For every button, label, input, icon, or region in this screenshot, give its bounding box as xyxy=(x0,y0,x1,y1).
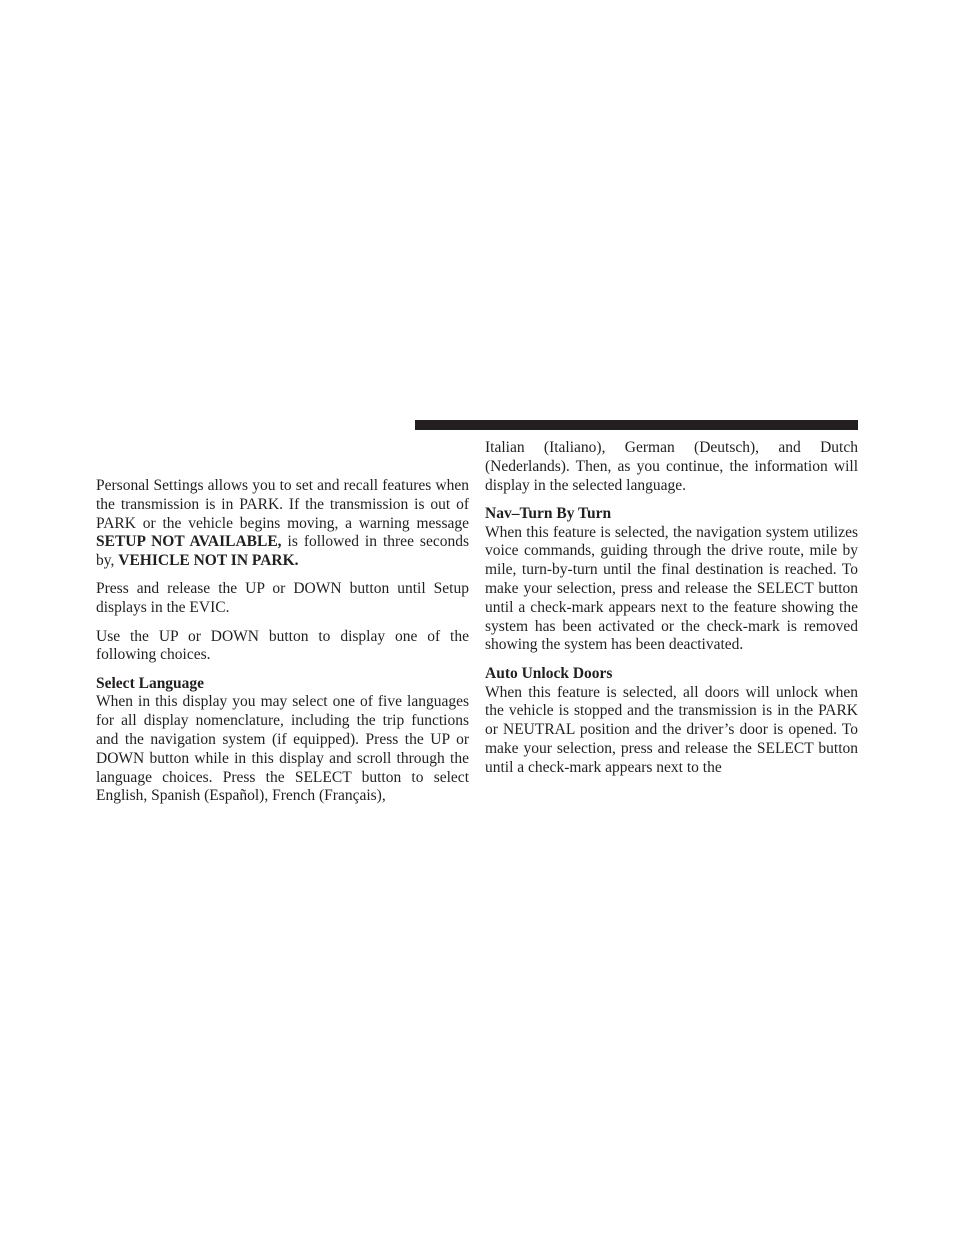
section-rule xyxy=(415,420,858,430)
select-language-body: When in this display you may select one of five languages for all display nomenclature, including the trip functions and the navigation system (if equipped). Press the UP or DOWN button while in this display and scroll through the language choices. Press the SELECT button to select English, Spanish (Español), French (Français), xyxy=(96,693,469,805)
intro-text-2: is followed in three seconds by, xyxy=(96,533,469,570)
right-column xyxy=(485,439,858,778)
intro-text-1: Personal Settings allows you to set and recall features when the transmission is in PARK. If the transmission is out of PARK or the vehicle begins moving, a warning message xyxy=(96,477,469,532)
auto-unlock-heading: Auto Unlock Doors xyxy=(485,664,613,682)
intro-paragraph xyxy=(96,477,469,571)
setup-instruction-paragraph: Press and release the UP or DOWN button until Setup displays in the EVIC. xyxy=(96,580,469,617)
language-continuation-paragraph: Italian (Italiano), German (Deutsch), and Dutch (Nederlands). Then, as you continue, the information will display in the selected language. xyxy=(485,439,858,494)
nav-turn-body: When this feature is selected, the navigation system utilizes voice commands, guiding through the drive route, mile by mile, turn-by-turn until the final destination is reached. To make your selection, press and release the SELECT button until a check-mark appears next to the feature showing the system has been activated or the check-mark is removed showing the system has been deactivated. xyxy=(485,523,858,654)
left-column xyxy=(96,477,469,806)
nav-turn-heading: Nav–Turn By Turn xyxy=(485,504,612,522)
auto-unlock-body: When this feature is selected, all doors will unlock when the vehicle is stopped and the transmission is in the PARK or NEUTRAL position and the driver’s door is opened. To make your selection, press and release the SELECT button until a check-mark appears next to the xyxy=(485,683,858,776)
choices-paragraph: Use the UP or DOWN button to display one of the following choices. xyxy=(96,627,469,664)
setup-not-available-text: SETUP NOT AVAILABLE, xyxy=(96,533,282,551)
select-language-heading: Select Language xyxy=(96,674,205,692)
vehicle-not-in-park-text: VEHICLE NOT IN PARK. xyxy=(118,552,299,570)
